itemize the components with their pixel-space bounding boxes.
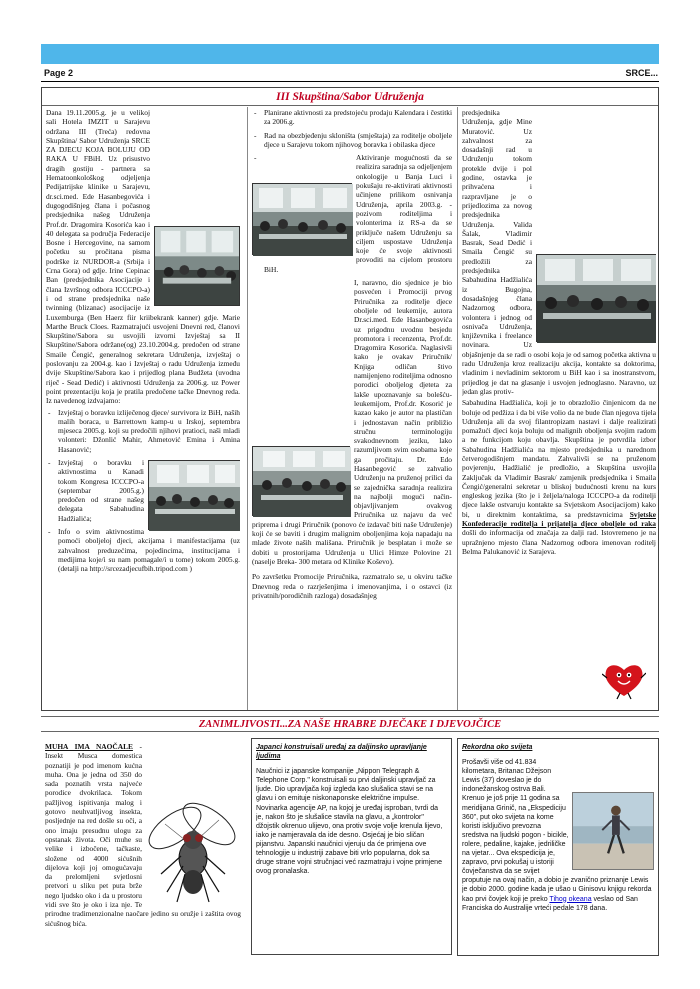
record-article-title: Rekordna oko svijeta xyxy=(462,744,533,751)
closing-paragraph: Po završetku Promocije Priručnika, razmatralo se, u okviru tačke Dnevnog reda o razrješenjima i imenovanjima, i o ostavci (iz privatnih/porodičnih razloga) dosadašnjeg xyxy=(252,572,452,600)
column-divider xyxy=(247,107,248,711)
confederation-link[interactable]: Svjetske Konfederacije roditelja i prijatelja djece oboljele od raka xyxy=(462,509,656,529)
list-item: - Planirane aktivnosti za predstojeću prodaju Kalendara i čestitki za 2006.g. xyxy=(252,108,452,127)
promotion-photo xyxy=(252,446,350,516)
article-title: III Skupština/Sabor Udruženja xyxy=(42,88,658,106)
column-divider xyxy=(457,107,458,711)
article-column-1 xyxy=(46,108,240,708)
assembly-photo-4 xyxy=(536,254,656,342)
fly-article-text: - Insekt Musca domestica poznatiji je pod imenom kućna muha. Ona je jedna od 350 do sada poznatih vrsta najveće porodice dvokrilaca. Tokom pažljivog ispitivanja malog i gotovo neuhvatljivog insekta, posljednje na red došle su oči, a ono imaju presudnu ulogu za opstanak života. Oči muhe su velike i izbočene, tačkaste, složene od 4000 sićušnih dijelova koji joj omogućavaju da prelomljeni svjetlosni pretvori u sliku pet puta brže nego ljudsko oko i da u prostoru vidi sve što je oko i iza nje. Te prirodne tradimenzionalne naočare jedino su oružje i zaštita ovog sićušnog bića. xyxy=(45,742,241,928)
header-rule xyxy=(41,81,659,82)
list-item: - Izvještaj o boravku i aktivnostima u Kanadi tokom Kongresa ICCCPO-a (septembar 2005.g.) predočen od strane našeg delegata Sabahudina Hadžialića; xyxy=(46,458,240,523)
assembly-photo-2 xyxy=(148,460,240,530)
publication-name: SRCE... xyxy=(625,68,658,78)
election-paragraph: predsjednika Udruženja, gdje Mine Muratović. Uz zahvalnost za dosadašnji rad u Udruženju tokom protekle dvije i pol godine, ostavka je prihvaćena i razpravljane je o prijedlozima za novog predsjednika Udruženja. Valida Šalak, Vladimir Basrak, Sead Dedić i Smaila Čengić su predložili za predsjednika Sabahudina Hadžialića iz Bugojna, dosadašnjeg člana Nadzornog odbora, volontera i jednog od osnivača Udruženja, književnika i freelance novinara. Uz objašnjenje da se radi o osobi koja je od samog početka aktivna u radu Udruženja kroz realizaciju akcija, kontakte sa doktorima, vladinim i nevladinim sektorom u BiH kao i sa inostranstvom, prijedlog je dat na glasanje i usvojen jednoglasno. Naravno, uz jedan glas protiv- xyxy=(462,108,656,396)
fly-article xyxy=(41,738,245,956)
assembly-photo-1 xyxy=(154,226,240,306)
list-item: - Rad na obezbjeđenju skloništa (smještaja) za roditelje oboljele djece u Sarajevu tokom njihovog boravka i obilaska djece xyxy=(252,131,452,150)
pacific-ocean-link[interactable]: Tihog okeana xyxy=(549,895,592,903)
page-header xyxy=(44,68,658,81)
fly-icon xyxy=(145,794,241,906)
assembly-photo-3 xyxy=(252,183,352,255)
top-banner xyxy=(41,44,659,64)
trivia-section-title: ZANIMLJIVOSTI...ZA NAŠE HRABRE DJEČAKE I DJEVOJČICE xyxy=(41,716,659,732)
remote-article-text: Naučnici iz japanske kompanije „Nippon Telegraph & Telephone Corp." konstruisali su prvi daljinski upravljač za ljude. Dio upravljača koji izgleda kao slušalica stavi se na glavu i on emituje niskonaponske električne impulse. Novinarka agencije AP, na kojoj je uređaj isproban, tvrdi da je, nakon što je slušalice stavila na glavu, a „kontrolor" džojstik okrenuo ulijevo, ona protiv svoje volje krenula lijevo, iako je namjeravala da ide desno. Osjećaj je bio sličan pijanstvu. Japanski naučnici vjeruju da će primjena ove tehnologije u industriji zabave biti vrlo popularna, dok sa druge strane vojni stručnjaci već razmatraju i vojne primjene ovog pronalaska. xyxy=(256,768,443,876)
list-item: - Aktiviranje mogućnosti da se realizira saradnja sa odjeljenjem onkologije u Banja Luci i pokušaju re-aktivirati aktivnosti učinjene prilikom osnivanja Udruženja, aprila 2003.g. - pozivom roditeljima i volonterima iz RS-a da se priključe našem Udruženju sa ciljem uspostave Udruženja koje će svoje aktivnosti provoditi na cijelom prostoru BiH. xyxy=(252,153,452,274)
intro-paragraph: Dana 19.11.2005.g. je u velikoj sali Hotela IMZIT u Sarajevu održana III (Treća) redovna Skupština/ Sabor Udruženja SRCE ZA DJECU KOJA BOLUJU OD RAKA U FBiH. Uz prisustvo dragih gostiju - partnera sa Hematoonkološkog odjeljenja Pedijatrijske klinike u Sarajevu, dr.sci.med. Ede Hasanbegovića i dugogodišnjeg člana i počasnog predsjednika našeg Udruženja Prof.dr. Dragomira Kosorića kao i 40 delegata sa područja Federacije Bosne i Hercegovine, na samom početku su pročitana pisma podrške iz NURDOR-a (Srbija i Crna Gora) od gdje. Irine Cepinac Ban (predsjednika Asocijacije i člana Izvršnog odbora ICCCPO-a) i od strane predsjednika naše twinning (blizanac) asocijacije iz Luxemburga (Ben Haerz fiir kriibekrank kanner) gdje. Marie Marthe Bruck Cloes. Razmatrajući usvojeni Dnevni red, članovi Skupštine/Sabora su usvojili izvorni Izvještaj sa II Skupštine/Sabora održane(og) 23.10.2004.g. predočen od strane Smaile Čengić, generalnog sekretara Udruženja, izvještaj o poslovanju za 2004.g. kao i Izvještaj o radu Udruženja između dvije Skupštine/Sabora kao i prijedlog plana Budžeta (uvodna riječ - Sead Dedić) i aktivnosti Udruženja za 2006.g. uz Power point prezentaciju koja je pratila predočene tačke Dnevnog reda. Iz navedenog izdvajamo: xyxy=(46,108,240,406)
page-number: Page 2 xyxy=(44,68,74,78)
decision-paragraph: Sabahudina Hadžialića, koji je to obrazložio činjenicom da ne boluje od pedžiza i da bi više volio da ne bude član njegova tijela Udruženja ali da svoj filantropizam nastavi i dalje realizirati pomažući djeci koja boluju od malignih oboljenja svojim radom a ne funkcijom koju obavlja. Skupština je potvrdila izbor Sabahudina Hadžialića na mjesto predsjednika u narednom četverogodišnjem mandatu. Zahvalivši se na pruženom povjerenju, Hadžialić je predložio, a Skupština usvojila Zaključak da Vladimir Basrak/ zamjenik predsjednika i Smaila Čengić/generalni sekretar u bliskoj budućnosti krenu na kurs engleskog jezika (što je i željela/naloga ICCCPO-a da roditelji djece lakše ostvaruju kontakte sa Svjetskom Asocijacijom) kako bi, u direktnim kontaktima, sa predstavnicima Svjetske Konfederacije roditelja i prijatelja djece oboljele od raka došli do informacija od značaja za dalji rad. Istovremeno je na upražnjeno mjesto člana Nadzornog odbora imenovan roditelj Belma Palukanović iz Sarajeva. xyxy=(462,398,656,556)
plans-list xyxy=(252,108,452,274)
report-list xyxy=(46,408,240,574)
article-column-2 xyxy=(252,108,452,708)
remote-control-article xyxy=(251,738,452,955)
fly-article-title: MUHA IMA NAOČALE xyxy=(45,742,133,751)
world-record-article xyxy=(457,738,659,956)
remote-article-title: Japanci konstruisali uređaj za daljinsko upravljanje ljudima xyxy=(256,744,427,761)
heart-mascot-icon xyxy=(602,660,646,700)
traveler-photo xyxy=(572,792,654,870)
list-item: - Info o svim aktivnostima pomoći oboljeloj djeci, akcijama i manifestacijama (uz zahvalnost preduzećima, pojedincima, institucijama i medijima koje/i su nam pomagale/i u tome) tokom 2005.g. (detalji na http://srcezadjecufbih.tripod.com ) xyxy=(46,527,240,573)
main-article xyxy=(41,87,659,711)
promotion-paragraph: I, naravno, dio sjednice je bio posvećen i Promociji prvog Priručnika za roditelje djece oboljele od leukemije, autora Dr.sci.med. Ede Hasanbegovića uz prigodnu uvodnu besjedu promotora i recenzenta, Prof.dr. Dragomira Kosorića. Naglasivši kako je ovakav Priručnik/ Knjiga odličan štivo namijenjeno roditeljima odnosno porodici oboljelog djeteta za lakše upoznavanje sa bolešću- leukemijom, Prof.dr. Kosorić je kazao kako je autor na plastičan i jednostavan način približio stručnu terminologiju svakodnevnom jeziku, lako razumljivom svim osobama koje ga pročitaju. Dr. Edo Hasanbegović se zahvalio Udruženju na pruženoj prilici da se zajednička saradnja realizira na najbolji mogući način- objavljivanjem ovakvog Priručnika uz najavu da već priprema i drugi Priručnik (ponovo će izdavač biti naše Udruženje) koji će se baviti i drugim malignim oboljenjima koja napadaju na mlade živote naših mališana. Priručnik je besplatan i može se dobiti u prostorijama Udruženja u Ulici Himze Polovine 21 (naselje Breka- 300 metara od Klinike Koševo). xyxy=(252,278,452,566)
article-column-3 xyxy=(462,108,656,708)
record-article-text: Prošavši više od 41.834 kilometara, Britanac Džejson Lewis (37) doveslao je do indonežanskog ostrva Bali. Krenuo je još prije 11 godina sa meridijana Grinič, na „Ekspediciju 360", put oko svijeta na kome koristi isključivo prevozna sredstva na ljudski pogon - bicikle, rolere, pedaline, kajake, jedriličke na vjetar... Ova ekspedicija je, zapravo, prvi pokušaj u istoriji čovječanstva da se svijet proputuje na ovaj način, a dobio je zvanično priznanje Lewis je dobio 2000. godine kada je ušao u Ginisovu knjigu rekorda kao prvi čovjek koji je preko Tihog okeana veslao od San Franciska do Australije vrteći pedale 178 dana. xyxy=(462,758,654,913)
list-item: - Izvještaj o boravku izliječenog djece/ survivora iz BiH, naših malih boraca, u Barrettown kamp-u u Irskoj, septembra mjeseca 2005.g. koji su predočili njihovi pratioci, naši mladi volonteri: Džonlić Mahir, Ahmetović Emina i Amina Hasanović; xyxy=(46,408,240,454)
